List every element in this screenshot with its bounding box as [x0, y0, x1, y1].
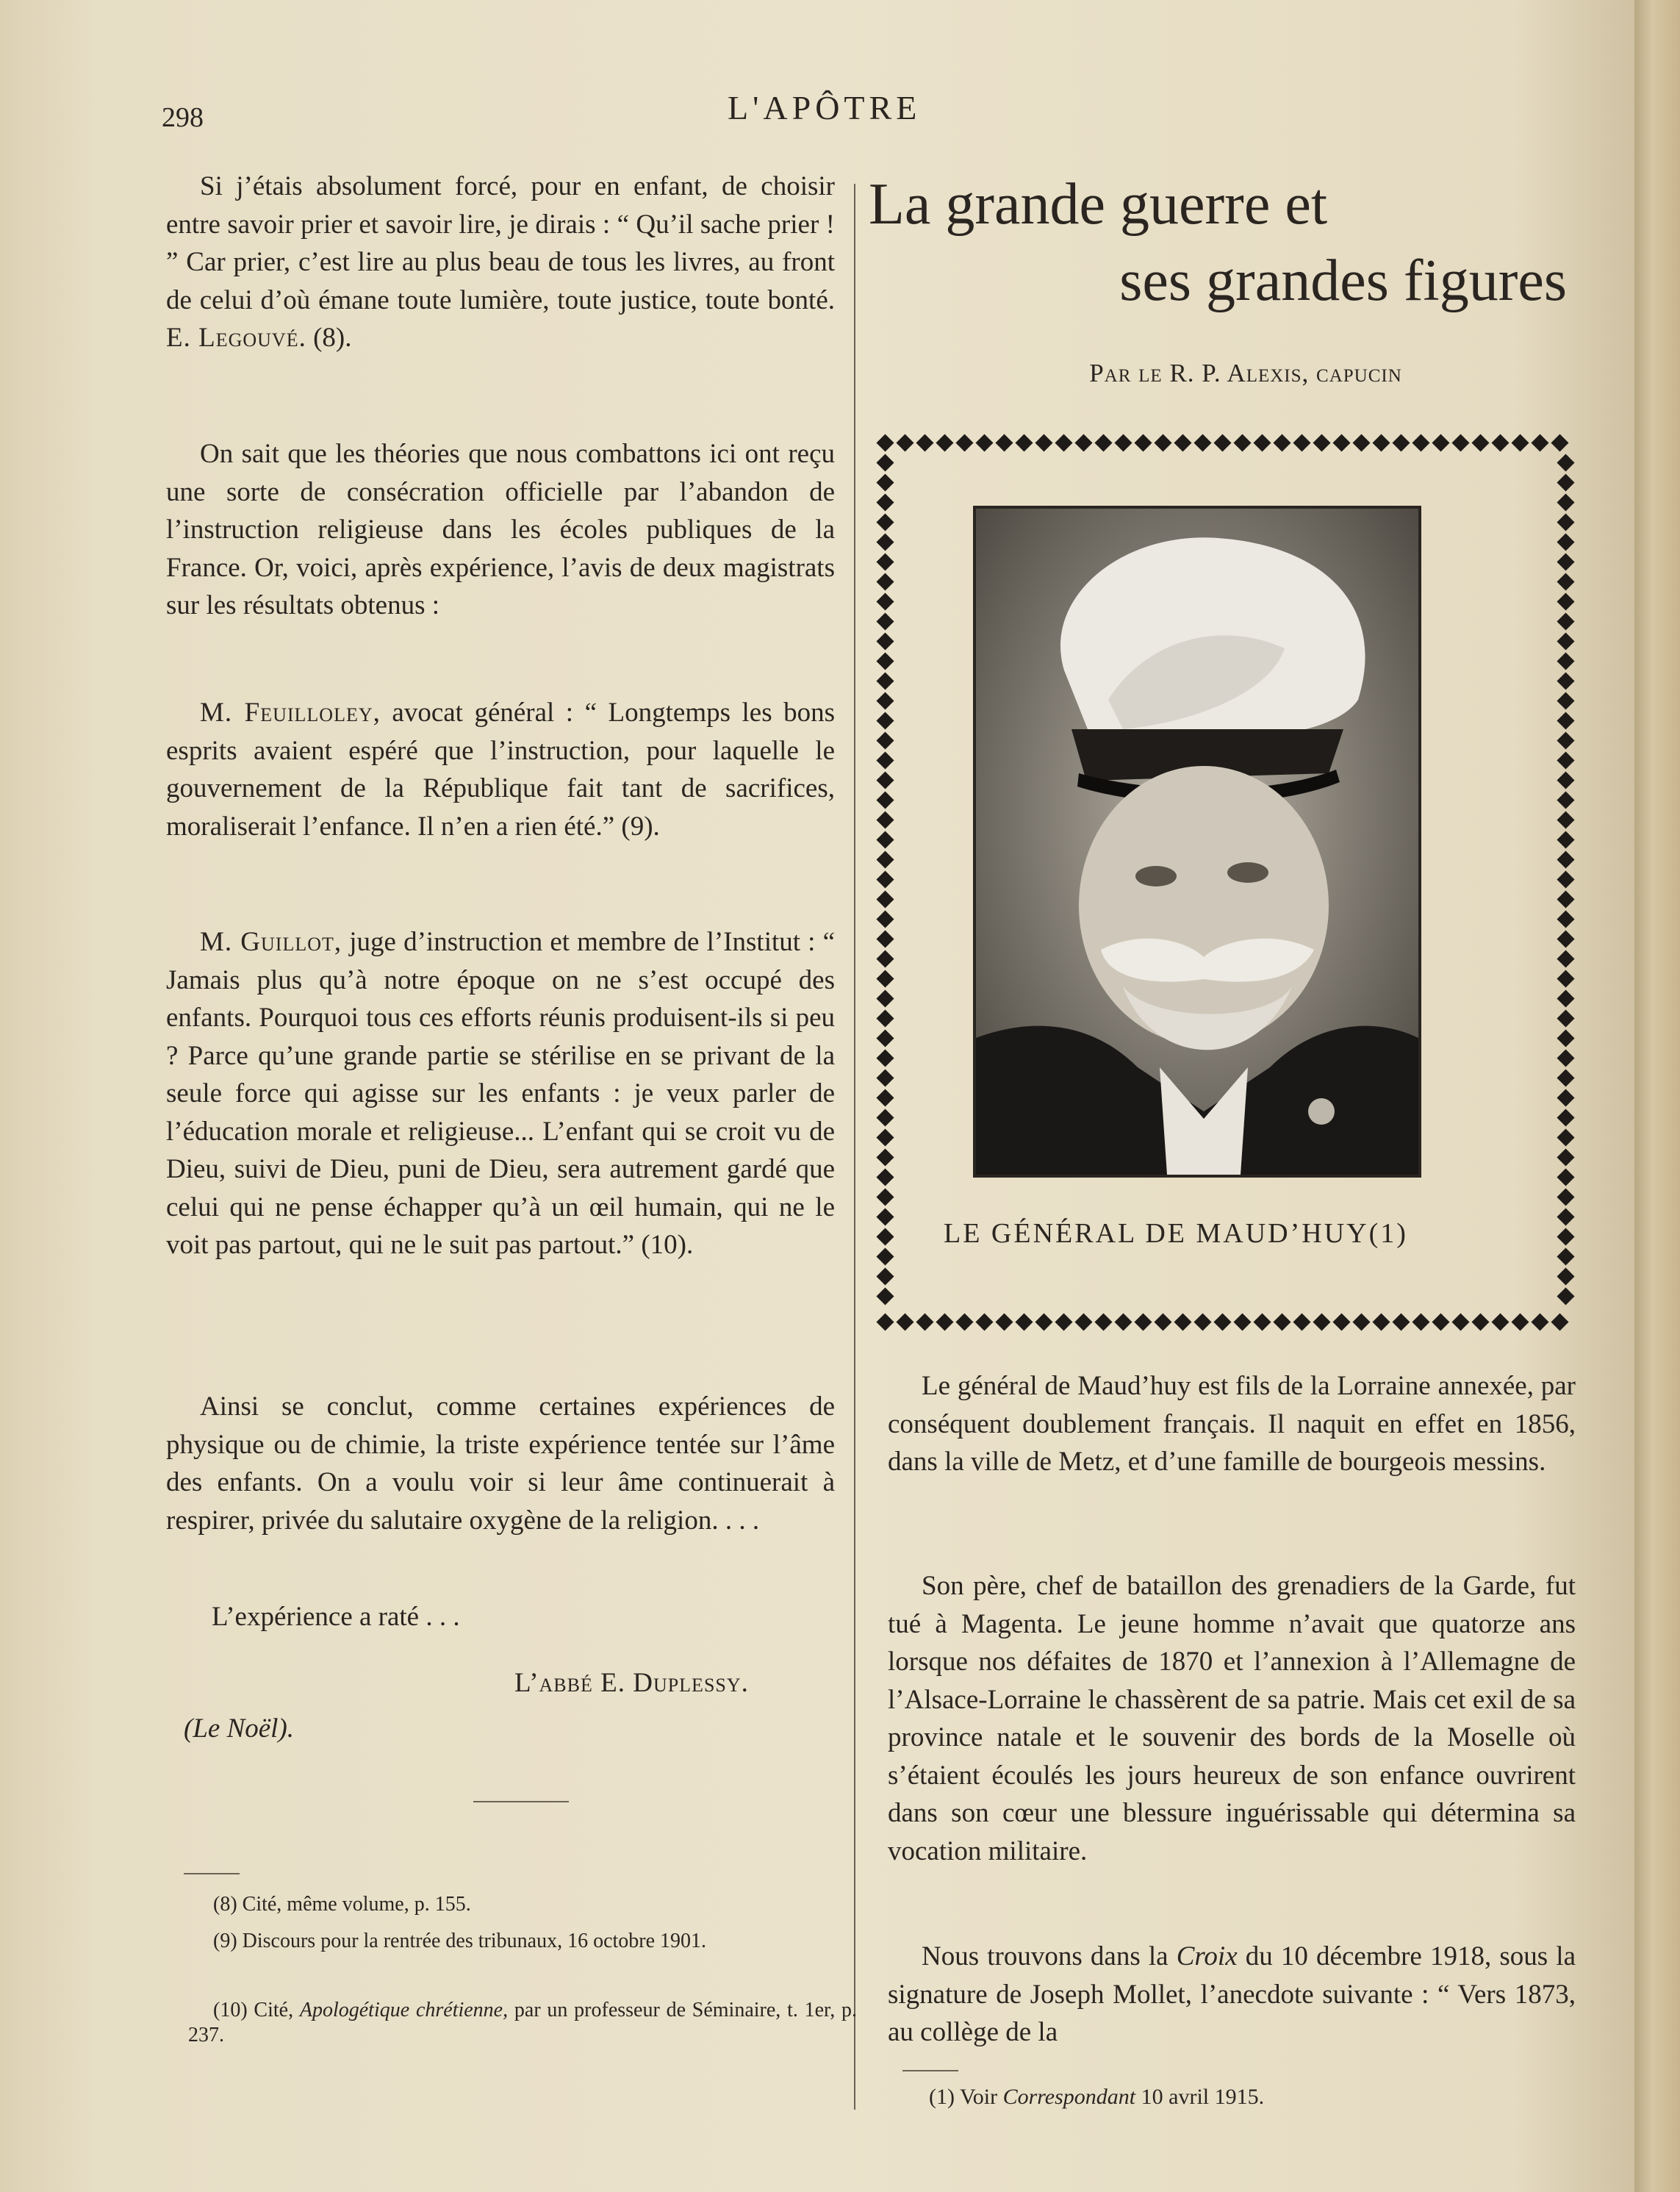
- frame-ornament: [876, 553, 894, 570]
- frame-ornament: [1551, 434, 1568, 451]
- frame-ornament: [876, 1069, 894, 1086]
- frame-ornament: [1557, 1029, 1574, 1047]
- frame-ornament: [876, 473, 894, 491]
- running-head: L'APÔTRE: [728, 89, 922, 126]
- frame-ornament: [1412, 1313, 1429, 1330]
- paragraph-text: On sait que les théories que nous combattons ici ont reçu une sorte de consécration officielle par l’abandon de l’instruction religieuse dans les écoles publiques de la France. Or, voici, après expérience, l’avis de deux magistrats sur les résultats obtenus :: [166, 439, 835, 620]
- frame-ornament: [1557, 632, 1574, 650]
- frame-ornament: [876, 890, 894, 908]
- frame-ornament: [876, 1009, 894, 1027]
- frame-ornament: [1557, 751, 1574, 769]
- frame-ornament: [1293, 434, 1310, 451]
- frame-ornament: [1557, 1208, 1574, 1225]
- frame-ornament: [916, 1313, 933, 1330]
- frame-ornament: [1273, 1313, 1290, 1330]
- frame-ornament: [1557, 533, 1574, 551]
- frame-ornament: [1451, 1313, 1469, 1330]
- frame-ornament: [1511, 1313, 1529, 1330]
- frame-ornament: [876, 850, 894, 868]
- frame-ornament: [876, 1089, 894, 1106]
- frame-ornament: [1557, 831, 1574, 848]
- frame-ornament: [876, 989, 894, 1007]
- frame-ornament: [876, 751, 894, 769]
- frame-ornament: [1174, 434, 1191, 451]
- frame-ornament: [1253, 1313, 1271, 1330]
- footnote-title: Apologétique chrétienne,: [299, 1999, 509, 2021]
- frame-ornament: [1471, 434, 1489, 451]
- frame-ornament: [876, 513, 894, 531]
- frame-ornament: [1035, 1313, 1052, 1330]
- page-edge: [1634, 0, 1680, 2192]
- frame-ornament: [1557, 493, 1574, 511]
- frame-ornament: [896, 1313, 913, 1330]
- frame-ornament: [1557, 1287, 1574, 1305]
- frame-ornament: [1253, 434, 1271, 451]
- frame-ornament: [1557, 1247, 1574, 1265]
- frame-ornament: [1015, 1313, 1033, 1330]
- page-number: 298: [162, 102, 204, 133]
- frame-ornament: [876, 454, 894, 471]
- frame-ornament: [955, 1313, 973, 1330]
- photo-caption: LE GÉNÉRAL DE MAUD’HUY(1): [944, 1218, 1408, 1249]
- frame-ornament: [1233, 1313, 1251, 1330]
- frame-ornament: [1557, 1108, 1574, 1126]
- portrait-image: [976, 509, 1418, 1175]
- frame-ornament: [1557, 970, 1574, 987]
- frame-ornament: [1557, 652, 1574, 670]
- frame-ornament: [1557, 473, 1574, 491]
- frame-ornament: [1074, 434, 1092, 451]
- frame-ornament: [1491, 1313, 1509, 1330]
- footnote-text: (1) Voir: [929, 2085, 998, 2109]
- frame-ornament: [1557, 791, 1574, 809]
- frame-ornament: [876, 493, 894, 511]
- frame-ornament: [876, 950, 894, 967]
- frame-ornament: [876, 1247, 894, 1265]
- frame-ornament: [1055, 434, 1072, 451]
- frame-ornament: [1154, 434, 1171, 451]
- magistrate-name: M. Guillot,: [200, 927, 342, 957]
- frame-ornament: [1557, 612, 1574, 630]
- frame-ornament: [1557, 1148, 1574, 1166]
- frame-ornament: [1293, 1313, 1310, 1330]
- footnote-rule: [184, 1873, 240, 1874]
- byline: Par le R. P. Alexis, capucin: [1089, 359, 1402, 387]
- frame-ornament: [876, 1188, 894, 1206]
- frame-ornament: [896, 434, 913, 451]
- portrait-photo: [973, 506, 1421, 1178]
- frame-ornament: [1154, 1313, 1171, 1330]
- frame-ornament: [995, 1313, 1013, 1330]
- footnote-ref: (8).: [313, 323, 352, 353]
- paragraph-text: Son père, chef de bataillon des grenadiers de la Garde, fut tué à Magenta. Le jeune homme n’avait que quatorze ans lorsque nos défaites de 1870 et l’annexion à l’Allemagne de l’Alsace-Lorraine le chassèrent de sa patrie. Mais cet exil de sa province natale et le souvenir des bords de la Moselle où s’étaient écoulés les jours heureux de son enfance ouvrirent dans son cœur une blessure inguérissable qui détermina sa vocation militaire.: [888, 1571, 1576, 1866]
- frame-ornament: [1557, 573, 1574, 590]
- frame-ornament: [1372, 1313, 1390, 1330]
- source: (Le Noël).: [184, 1713, 295, 1744]
- title-line-1: La grande guerre et: [869, 172, 1328, 237]
- paragraph-text: Le général de Maud’huy est fils de la Lorraine annexée, par conséquent doublement français. Il naquit en effet en 1856, dans la ville de Metz, et d’une famille de bourgeois messins.: [888, 1371, 1576, 1477]
- frame-ornament: [1174, 1313, 1191, 1330]
- frame-ornament: [1557, 870, 1574, 888]
- footnote-1: [929, 2085, 1264, 2110]
- frame-ornament: [1557, 692, 1574, 709]
- frame-ornament: [1273, 434, 1290, 451]
- separator-rule: [473, 1801, 569, 1802]
- frame-ornament: [1557, 672, 1574, 690]
- paragraph-conclusion: [166, 1388, 835, 1539]
- frame-ornament: [876, 1168, 894, 1186]
- frame-ornament: [876, 434, 894, 451]
- frame-ornament: [1557, 553, 1574, 570]
- frame-ornament: [876, 731, 894, 749]
- paragraph-experience: L’expérience a raté . . .: [212, 1602, 460, 1632]
- frame-ornament: [1313, 1313, 1330, 1330]
- footnote-title: Correspondant: [1002, 2085, 1136, 2109]
- frame-ornament: [975, 434, 993, 451]
- paragraph-guillot: [166, 923, 835, 1264]
- frame-ornament: [1557, 811, 1574, 828]
- frame-ornament: [876, 870, 894, 888]
- paragraph-legouve: [166, 168, 835, 357]
- frame-ornament: [1557, 1188, 1574, 1206]
- frame-ornament: [1134, 1313, 1152, 1330]
- frame-ornament: [876, 692, 894, 709]
- article-paragraph-3: [888, 1938, 1576, 2052]
- frame-ornament: [1557, 513, 1574, 531]
- frame-ornament: [1557, 910, 1574, 928]
- frame-ornament: [1114, 434, 1132, 451]
- frame-ornament: [1432, 1313, 1449, 1330]
- article-paragraph-1: [888, 1367, 1576, 1481]
- frame-ornament: [1557, 989, 1574, 1007]
- frame-ornament: [1392, 434, 1410, 451]
- frame-ornament: [1213, 1313, 1231, 1330]
- frame-ornament: [955, 434, 973, 451]
- frame-ornament: [1352, 1313, 1370, 1330]
- frame-ornament: [1557, 592, 1574, 610]
- frame-ornament: [1557, 850, 1574, 868]
- frame-ornament: [1392, 1313, 1410, 1330]
- frame-ornament: [876, 533, 894, 551]
- frame-ornament: [1557, 1228, 1574, 1245]
- frame-ornament: [876, 791, 894, 809]
- quote-author: E. Legouvé.: [166, 323, 306, 353]
- frame-ornament: [1557, 1069, 1574, 1086]
- paragraph-text: Nous trouvons dans la: [922, 1941, 1169, 1971]
- frame-ornament: [1557, 1089, 1574, 1106]
- footnote-text: (10) Cité,: [213, 1999, 294, 2021]
- frame-ornament: [876, 592, 894, 610]
- title-line-2: ses grandes figures: [1119, 248, 1567, 313]
- frame-ornament: [876, 632, 894, 650]
- footnote-rule: [902, 2070, 958, 2071]
- frame-ornament: [876, 1049, 894, 1067]
- column-rule: [854, 184, 855, 2110]
- frame-ornament: [1551, 1313, 1568, 1330]
- frame-ornament: [876, 672, 894, 690]
- frame-ornament: [1511, 434, 1529, 451]
- frame-ornament: [876, 1267, 894, 1285]
- paragraph-text: Ainsi se conclut, comme certaines expériences de physique ou de chimie, la triste expérience tentée sur l’âme des enfants. On a voulu voir si leur âme continuerait à respirer, privée du salutaire oxygène de la religion. . . .: [166, 1392, 835, 1536]
- frame-ornament: [1412, 434, 1429, 451]
- frame-ornament: [876, 1208, 894, 1225]
- frame-ornament: [876, 831, 894, 848]
- frame-ornament: [1372, 434, 1390, 451]
- frame-ornament: [1055, 1313, 1072, 1330]
- frame-ornament: [876, 1128, 894, 1146]
- frame-ornament: [1471, 1313, 1489, 1330]
- frame-ornament: [876, 1313, 894, 1330]
- frame-ornament: [1134, 434, 1152, 451]
- footnote-text: 10 avril 1915.: [1141, 2085, 1265, 2109]
- frame-ornament: [876, 811, 894, 828]
- frame-ornament: [1557, 771, 1574, 789]
- frame-ornament: [876, 652, 894, 670]
- frame-ornament: [1557, 950, 1574, 967]
- frame-ornament: [1332, 434, 1350, 451]
- frame-ornament: [1114, 1313, 1132, 1330]
- paragraph-feuilloley: [166, 694, 835, 845]
- frame-ornament: [1557, 1168, 1574, 1186]
- frame-ornament: [876, 1287, 894, 1305]
- article-paragraph-2: [888, 1567, 1576, 1870]
- frame-ornament: [1557, 731, 1574, 749]
- frame-ornament: [876, 1228, 894, 1245]
- paragraph-text: du 10 décembre 1918, sous la signature de Joseph Mollet, l’anecdote suivante : “ Vers 1873, au collège de la: [888, 1941, 1576, 2047]
- frame-ornament: [936, 434, 953, 451]
- frame-ornament: [876, 910, 894, 928]
- frame-ornament: [1432, 434, 1449, 451]
- frame-ornament: [1557, 454, 1574, 471]
- frame-ornament: [1557, 712, 1574, 729]
- frame-ornament: [1451, 434, 1469, 451]
- paragraph-text: avocat général : “ Longtemps les bons esprits avaient espéré que l’instruction, pour laquelle le gouvernement de la République fait tant de sacrifices, moraliserait l’enfance. Il n’en a rien été.” (9).: [166, 698, 836, 842]
- frame-ornament: [876, 573, 894, 590]
- footnote-8: (8) Cité, même volume, p. 155.: [213, 1893, 471, 1916]
- frame-ornament: [975, 1313, 993, 1330]
- frame-ornament: [1557, 930, 1574, 948]
- paragraph-text: juge d’instruction et membre de l’Institut : “ Jamais plus qu’à notre époque on ne s’est occupé des enfants. Pourquoi tous ces efforts réunis produisent-ils si peu ? Parce qu’une grande partie se stérilise en se privant de la seule force qui agisse sur les enfants : je veux parler de l’éducation morale et religieuse... L’enfant qui se croit vu de Dieu, suivi de Dieu, puni de Dieu, sera autrement gardé que celui qui ne pense échapper qu’à un œil humain, qui ne le voit pas partout, qui ne le suit pas partout.” (10).: [166, 927, 836, 1260]
- frame-ornament: [1531, 1313, 1548, 1330]
- footnote-text: par un professeur de Séminaire, t. 1er, p. 237.: [188, 1999, 858, 2046]
- frame-ornament: [1531, 434, 1548, 451]
- frame-ornament: [1557, 1009, 1574, 1027]
- frame-ornament: [1352, 434, 1370, 451]
- frame-ornament: [876, 612, 894, 630]
- frame-ornament: [876, 1148, 894, 1166]
- frame-ornament: [1557, 890, 1574, 908]
- frame-ornament: [876, 771, 894, 789]
- frame-ornament: [1313, 434, 1330, 451]
- frame-ornament: [1233, 434, 1251, 451]
- frame-ornament: [1332, 1313, 1350, 1330]
- frame-ornament: [876, 930, 894, 948]
- frame-ornament: [916, 434, 933, 451]
- signature: L’abbé E. Duplessy.: [514, 1668, 749, 1698]
- frame-ornament: [1193, 434, 1211, 451]
- paragraph-text: Si j’étais absolument forcé, pour en enfant, de choisir entre savoir prier et savoir lire, je dirais : “ Qu’il sache prier ! ” Car prier, c’est lire au plus beau de tous les livres, au front de celui d’où émane toute lumière, toute justice, toute bonté.: [166, 171, 835, 315]
- frame-ornament: [876, 970, 894, 987]
- newspaper-name: Croix: [1176, 1941, 1238, 1971]
- frame-ornament: [1557, 1049, 1574, 1067]
- frame-ornament: [936, 1313, 953, 1330]
- magistrate-name: M. Feuilloley,: [200, 698, 381, 728]
- footnote-10: [188, 1998, 857, 2048]
- frame-ornament: [1074, 1313, 1092, 1330]
- frame-ornament: [1193, 1313, 1211, 1330]
- frame-ornament: [1491, 434, 1509, 451]
- frame-ornament: [1557, 1267, 1574, 1285]
- frame-ornament: [876, 1108, 894, 1126]
- paragraph-theories: [166, 435, 835, 625]
- frame-ornament: [876, 1029, 894, 1047]
- frame-ornament: [1557, 1128, 1574, 1146]
- frame-ornament: [1094, 434, 1112, 451]
- frame-ornament: [1213, 434, 1231, 451]
- footnote-9: (9) Discours pour la rentrée des tribunaux, 16 octobre 1901.: [213, 1930, 707, 1952]
- frame-ornament: [1094, 1313, 1112, 1330]
- frame-ornament: [1015, 434, 1033, 451]
- frame-ornament: [995, 434, 1013, 451]
- frame-ornament: [1035, 434, 1052, 451]
- frame-ornament: [876, 712, 894, 729]
- article-title: [869, 166, 1567, 319]
